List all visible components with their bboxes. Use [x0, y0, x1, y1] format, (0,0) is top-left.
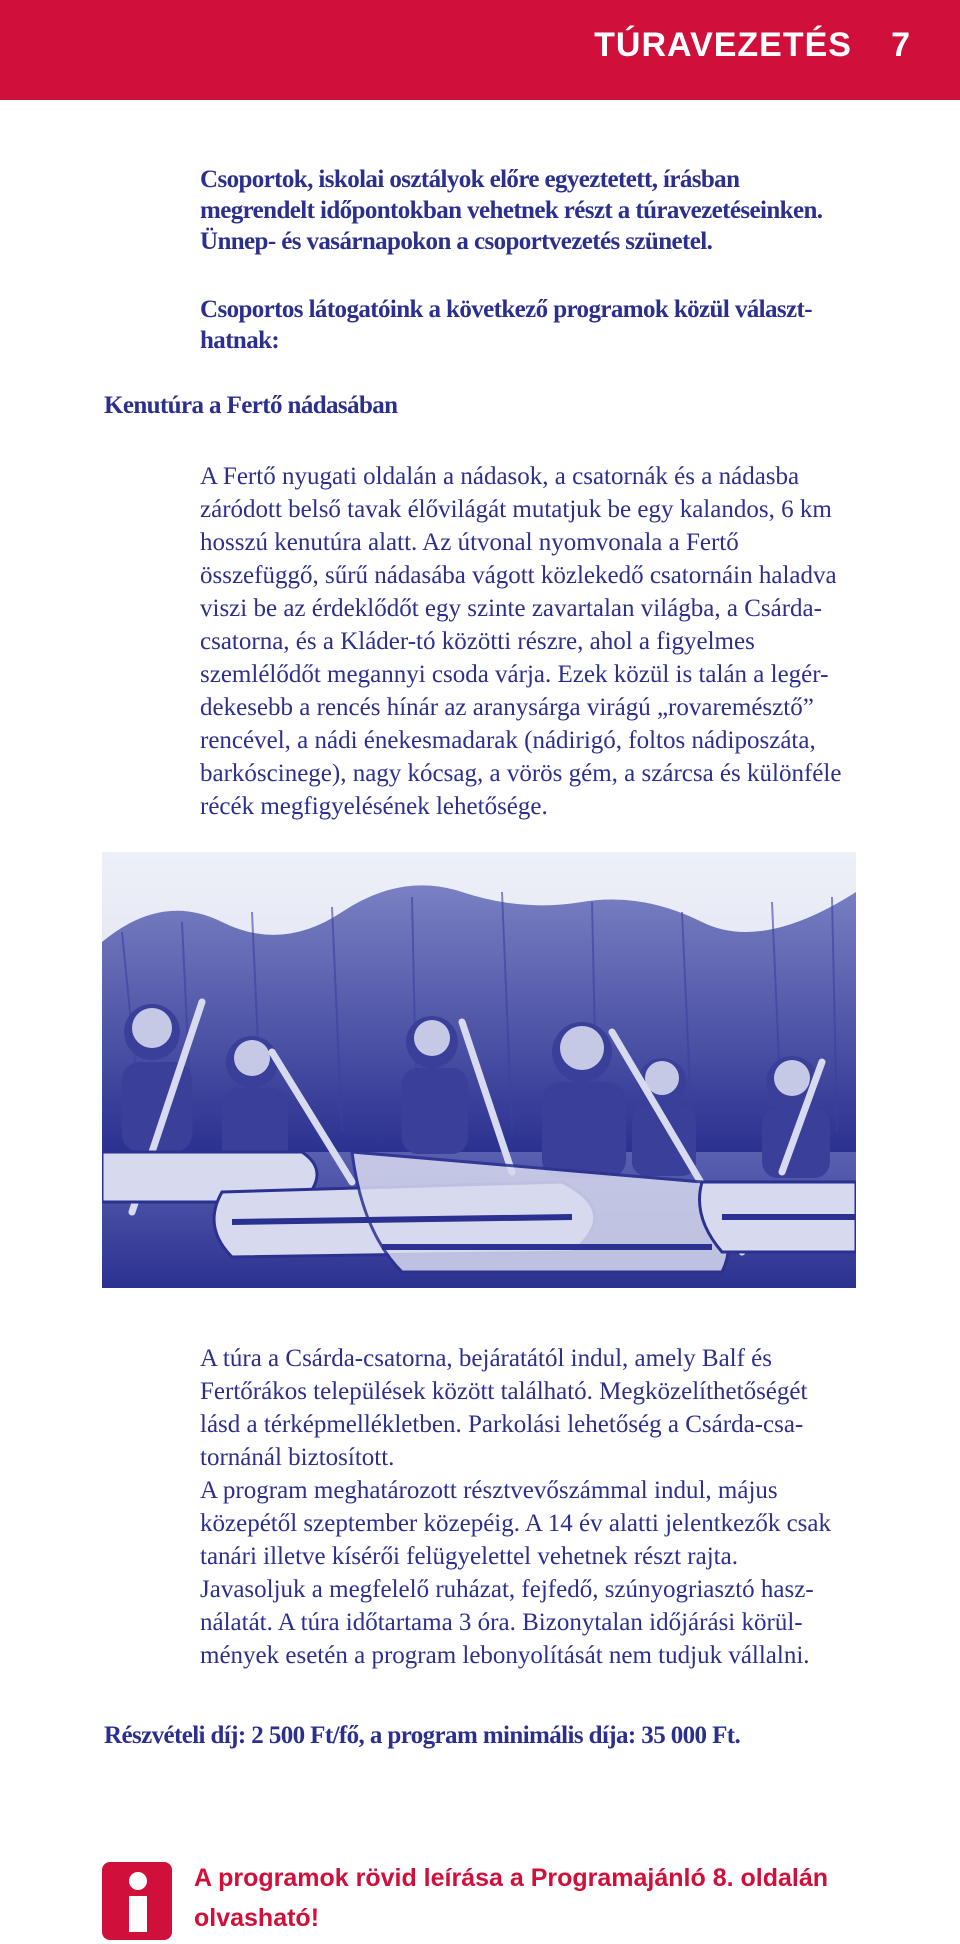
info-note — [194, 1858, 894, 1938]
participation-fee: Részvételi díj: 2 500 Ft/fő, a program minimális díja: 35 000 Ft. — [104, 1722, 741, 1749]
text-line: Csoportok, iskolai osztályok előre egyeztetett, írásban — [200, 166, 740, 193]
text-line: megrendelt időpontokban vehetnek részt a túravezetéseinken. — [200, 197, 823, 224]
text-line: szemlélődőt megannyi csoda várja. Ezek közül is talán a legér- — [200, 661, 829, 688]
text-line: Csoportos látogatóink a következő programok közül választ- — [200, 296, 812, 323]
text-line: récék megfigyelésének lehetősége. — [200, 793, 548, 820]
text-line: hosszú kenutúra alatt. Az útvonal nyomvonala a Fertő — [200, 529, 739, 556]
section-heading: Kenutúra a Fertő nádasában — [104, 392, 398, 419]
text-line: összefüggő, sűrű nádasába vágott közlekedő csatornáin haladva — [200, 562, 837, 589]
text-line: viszi be az érdeklődőt egy szinte zavartalan világba, a Csárda- — [200, 595, 822, 622]
text-line: barkóscinege), nagy kócsag, a vörös gém, a szárcsa és különféle — [200, 760, 842, 787]
canoe-photo — [102, 852, 856, 1288]
text-line: csatorna, és a Kláder-tó közötti részre, ahol a figyelmes — [200, 628, 755, 655]
text-line: nálatát. A túra időtartama 3 óra. Bizonytalan időjárási körül- — [200, 1609, 803, 1636]
text-line: Fertőrákos települések között található. Megközelíthetőségét — [200, 1378, 808, 1405]
text-line: közepétől szeptember közepéig. A 14 év alatti jelentkezők csak — [200, 1510, 832, 1537]
section-description — [200, 460, 860, 823]
text-line: Ünnep- és vasárnapokon a csoportvezetés szünetel. — [200, 228, 713, 255]
text-line: rencével, a nádi énekesmadarak (nádirigó, foltos nádiposzáta, — [200, 727, 816, 754]
text-line: mények esetén a program lebonyolítását nem tudjuk vállalni. — [200, 1642, 810, 1669]
text-line: tornánál biztosított. — [200, 1444, 395, 1471]
intro-paragraph-1 — [200, 164, 880, 257]
text-line: tanári illetve kísérői felügyelettel vehetnek részt rajta. — [200, 1543, 738, 1570]
text-line: záródott belső tavak élővilágát mutatjuk be egy kalandos, 6 km — [200, 496, 832, 523]
info-icon — [102, 1862, 172, 1940]
text-line: dekesebb a rencés hínár az aranysárga virágú „rovaremésztő” — [200, 694, 814, 721]
text-line: A programok rövid leírása a Programajánló 8. oldalán — [194, 1864, 828, 1892]
text-line: Javasoljuk a megfelelő ruházat, fejfedő, szúnyogriasztó hasz- — [200, 1576, 814, 1603]
intro-paragraph-2 — [200, 294, 880, 356]
page-header — [0, 0, 960, 100]
text-line: hatnak: — [200, 327, 280, 354]
page-number: 7 — [891, 26, 910, 64]
section-details — [200, 1342, 860, 1672]
text-line: A program meghatározott résztvevőszámmal indul, május — [200, 1477, 778, 1504]
header-title: TÚRAVEZETÉS — [594, 26, 852, 64]
text-line: A túra a Csárda-csatorna, bejáratától indul, amely Balf és — [200, 1345, 773, 1372]
text-line: lásd a térképmellékletben. Parkolási lehetőség a Csárda-csa- — [200, 1411, 804, 1438]
text-line: A Fertő nyugati oldalán a nádasok, a csatornák és a nádasba — [200, 463, 800, 490]
text-line: olvasható! — [194, 1904, 320, 1932]
